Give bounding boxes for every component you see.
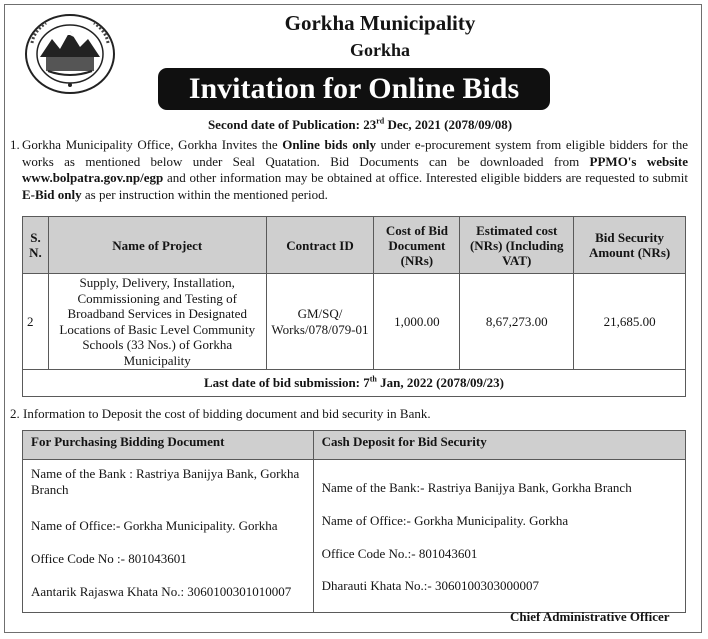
office-code: Office Code No :- 801043601: [31, 551, 187, 566]
cell-contract-id: GM/SQ/ Works/078/079-01: [266, 274, 374, 370]
bid-table-header-row: [23, 217, 686, 274]
cell-estimated-cost: 8,67,273.00: [460, 274, 574, 370]
office-name: Name of Office:- Gorkha Municipality. Gorkha: [321, 513, 569, 528]
header-bid-security-deposit: Cash Deposit for Bid Security: [313, 431, 685, 460]
last-date-of-submission: Last date of bid submission: 7th Jan, 2022 (2078/09/23): [23, 370, 686, 397]
office-code: Office Code No.:- 801043601: [321, 546, 478, 561]
bank-info-heading: 2. Information to Deposit the cost of bidding document and bid security in Bank.: [10, 406, 431, 421]
bidding-document-bank-details: [23, 460, 314, 613]
table-row: [23, 274, 686, 370]
header-project-name: Name of Project: [48, 217, 266, 274]
cell-sn: 2: [23, 274, 49, 370]
bank-name: Name of the Bank : Rastriya Banijya Bank, Gorkha Branch: [31, 466, 300, 497]
bid-details-table: [22, 216, 686, 397]
paragraph-number: 1.: [10, 137, 20, 152]
header-bid-doc-cost: Cost of Bid Document (NRs): [374, 217, 460, 274]
header-contract-id: Contract ID: [266, 217, 374, 274]
notice-title-banner: Invitation for Online Bids: [158, 68, 550, 110]
header-bidding-document: For Purchasing Bidding Document: [23, 431, 314, 460]
ppmo-website-link: PPMO's website www.bolpatra.gov.np/egp: [22, 153, 689, 185]
khata-number: Dharauti Khata No.:- 3060100303000007: [321, 578, 539, 593]
header-bid-security: Bid Security Amount (NRs): [574, 217, 686, 274]
cell-bid-security: 21,685.00: [574, 274, 686, 370]
header-sn: S. N.: [23, 217, 49, 274]
cell-project-name: Supply, Delivery, Installation, Commissioning and Testing of Broadband Services in Designated Locations of Basic Level Community Schools (33 Nos.) of Gorkha Municipality: [48, 274, 266, 370]
office-name: Name of Office:- Gorkha Municipality. Gorkha: [31, 518, 278, 533]
khata-number: Aantarik Rajaswa Khata No.: 3060100301010007: [31, 584, 292, 599]
bank-name: Name of the Bank:- Rastriya Banijya Bank, Gorkha Branch: [321, 480, 632, 495]
cell-doc-cost: 1,000.00: [374, 274, 460, 370]
bid-security-bank-details: [313, 460, 685, 613]
last-date-row: [23, 370, 686, 397]
invitation-paragraph: 1. Gorkha Municipality Office, Gorkha Invites the Online bids only under e-procurement system from eligible bidders for the works as mentioned below under Seal Quatation. Bid Documents can be downloaded from PPMO's website www.bolpatra.gov.np/egp and other information may be obtained at office. Interested eligible bidders are requested to submit E-Bid only as per instruction within the mentioned period.: [10, 137, 689, 202]
organization-location: Gorkha: [349, 40, 410, 60]
organization-name: Gorkha Municipality: [284, 11, 476, 35]
publication-date: Second date of Publication: 23rd Dec, 2021 (2078/09/08): [207, 116, 513, 132]
bank-deposit-table: [22, 430, 686, 613]
signatory-title: Chief Administrative Officer: [510, 609, 670, 624]
header-estimated-cost: Estimated cost (NRs) (Including VAT): [460, 217, 574, 274]
municipality-seal-logo: [24, 13, 116, 95]
